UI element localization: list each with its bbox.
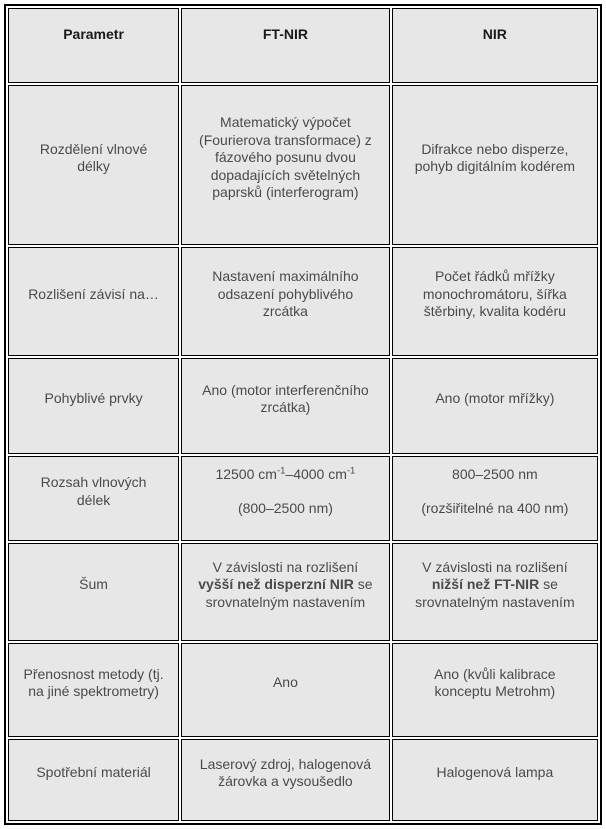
nir-cell xyxy=(392,358,598,454)
nir-cell xyxy=(392,247,598,356)
cell-paragraph: V závislosti na rozlišení vyšší než disperzní NIR se srovnatelným nastavením xyxy=(198,558,373,610)
cell-paragraph: 12500 $cm^{-1}-4000$ $cm^{-1}$ xyxy=(215,465,356,482)
nir-cell xyxy=(392,643,598,737)
cell-paragraph: Ano xyxy=(272,674,298,691)
table-row xyxy=(8,543,598,641)
cell-paragraph: Ano (motor mřížky) xyxy=(435,390,555,407)
cell-paragraph: Halogenová lampa xyxy=(436,764,554,781)
table-body xyxy=(8,85,598,821)
table-header xyxy=(8,8,598,83)
param-cell xyxy=(8,85,179,245)
table-row xyxy=(8,85,598,245)
cell-paragraph: Ano (kvůli kalibrace konceptu Metrohm) xyxy=(434,665,556,699)
param-cell xyxy=(8,456,179,541)
header-parametr: Parametr xyxy=(8,8,179,83)
ft-nir-cell xyxy=(181,247,390,356)
param-cell xyxy=(8,247,179,356)
ft-nir-cell xyxy=(181,85,390,245)
cell-paragraph: Ano (motor interferenčního zrcátka) xyxy=(202,381,369,415)
table-row xyxy=(8,643,598,737)
cell-paragraph: Rozdělení vlnové délky xyxy=(39,140,148,174)
cell-paragraph: Počet řádků mřížky monochromátoru, šířka štěrbiny, kvalita kodéru xyxy=(422,268,567,320)
cell-paragraph: Pohyblivé prvky xyxy=(44,390,143,407)
nir-cell xyxy=(392,739,598,821)
cell-paragraph: 800–2500 nm xyxy=(452,466,538,482)
cell-paragraph: Nastavení maximálního odsazení pohyblivého zrcátka xyxy=(212,268,359,320)
param-cell xyxy=(8,543,179,641)
cell-paragraph: (800–2500 nm) xyxy=(237,499,333,516)
ft-nir-cell xyxy=(181,358,390,454)
header-row xyxy=(8,8,598,83)
ft-nir-cell xyxy=(181,643,390,737)
ft-nir-cell xyxy=(181,739,390,821)
nir-cell xyxy=(392,85,598,245)
cell-paragraph: Difrakce nebo disperze, pohyb digitálním kodérem xyxy=(414,140,576,174)
param-cell xyxy=(8,358,179,454)
cell-paragraph: Spotřební materiál xyxy=(36,764,151,781)
ft-nir-cell xyxy=(181,543,390,641)
table-row xyxy=(8,739,598,821)
cell-paragraph: Rozsah vlnových délek xyxy=(40,474,147,508)
param-cell xyxy=(8,739,179,821)
nir-cell xyxy=(392,543,598,641)
ftnir-nir-comparison-table xyxy=(4,4,602,825)
ft-nir-cell xyxy=(181,456,390,541)
cell-paragraph: V závislosti na rozlišení nižší než FT-NIR se srovnatelným nastavením xyxy=(415,558,575,610)
table-row xyxy=(8,358,598,454)
cell-paragraph: (rozšiřitelné na 400 nm) xyxy=(421,499,569,516)
cell-paragraph: Matematický výpočet (Fourierova transformace) z fázového posunu dvou dopadajících světelných paprsků (interferogram) xyxy=(199,114,372,201)
cell-paragraph: Přenosnost metody (tj. na jiné spektrometry) xyxy=(23,665,164,699)
cell-paragraph: Laserový zdroj, halogenová žárovka a vysoušedlo xyxy=(199,755,372,789)
table-row xyxy=(8,247,598,356)
param-cell xyxy=(8,643,179,737)
header-ft-nir: FT-NIR xyxy=(181,8,390,83)
header-nir: NIR xyxy=(392,8,598,83)
table-row xyxy=(8,456,598,541)
nir-cell xyxy=(392,456,598,541)
cell-paragraph: Rozlišení závisí na… xyxy=(28,285,159,302)
cell-paragraph: Šum xyxy=(79,576,108,593)
